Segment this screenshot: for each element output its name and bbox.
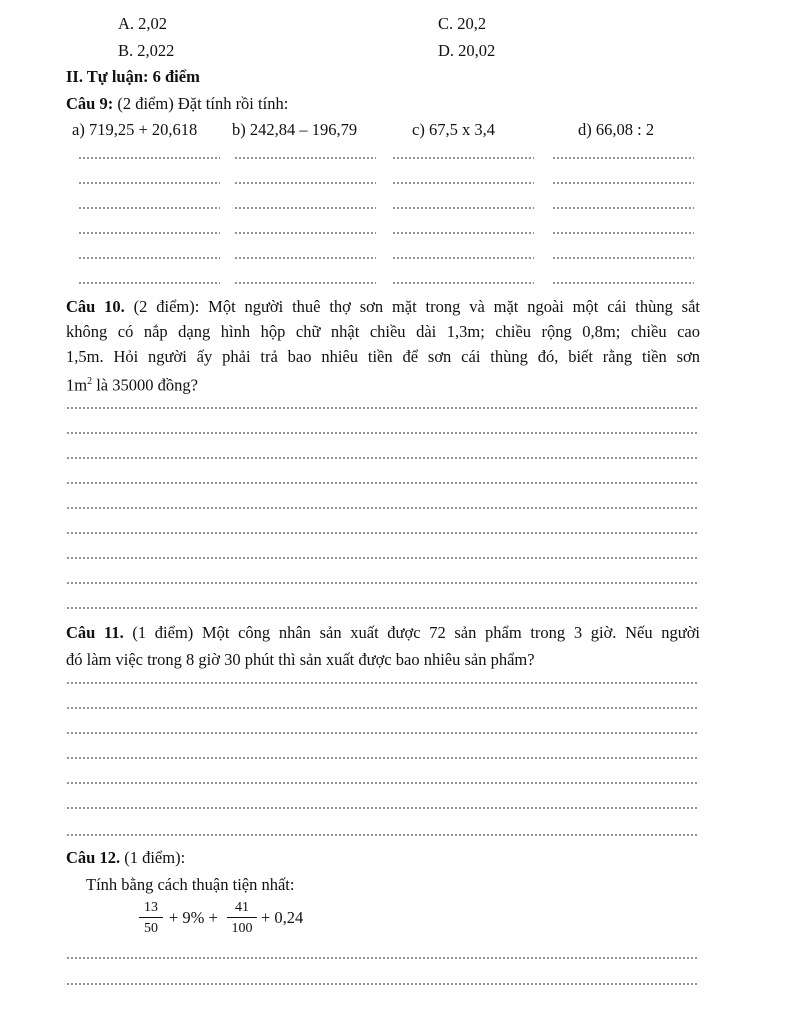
q9-text: (2 điểm) Đặt tính rồi tính: xyxy=(117,94,289,113)
fraction-13-50 xyxy=(139,899,163,937)
q10-line4 xyxy=(66,369,198,398)
dotted-answer-line xyxy=(66,607,698,609)
option-b: B. 2,022 xyxy=(118,41,175,60)
fraction-41-100 xyxy=(227,899,257,937)
q11-line1-text: (1 điểm) Một công nhân sản xuất được 72 sản phẩm trong 3 giờ. Nếu người xyxy=(132,623,701,642)
dotted-answer-line xyxy=(392,207,534,209)
q12-label: Câu 12. xyxy=(66,848,121,867)
dotted-answer-line xyxy=(78,232,220,234)
fraction2-denominator: 100 xyxy=(231,921,253,936)
fraction2-numerator: 41 xyxy=(235,900,249,915)
dotted-answer-line xyxy=(234,232,376,234)
q10-line1-text: (2 điểm): Một người thuê thợ sơn mặt trong và mặt ngoài một cái thùng sắt xyxy=(133,297,701,316)
dotted-answer-line xyxy=(66,457,698,459)
dotted-answer-line xyxy=(78,157,220,159)
q10-label: Câu 10. xyxy=(66,297,125,316)
dotted-answer-line xyxy=(66,957,698,959)
dotted-answer-line xyxy=(234,157,376,159)
q11-label: Câu 11. xyxy=(66,623,124,642)
dotted-answer-line xyxy=(66,682,698,684)
dotted-answer-line xyxy=(234,182,376,184)
dotted-answer-line xyxy=(392,232,534,234)
fraction1-bar xyxy=(139,917,163,918)
dotted-answer-line xyxy=(234,207,376,209)
dotted-answer-line xyxy=(66,507,698,509)
dotted-answer-line xyxy=(392,282,534,284)
option-a: A. 2,02 xyxy=(118,14,168,33)
q10-line4-text: là 35000 đồng? xyxy=(92,375,198,395)
dotted-answer-line xyxy=(66,834,698,836)
expr-op2: + 0,24 xyxy=(261,908,304,927)
q10-line2: không có nắp dạng hình hộp chữ nhật chiều dài 1,3m; chiều rộng 0,8m; chiều cao xyxy=(66,322,700,341)
dotted-answer-line xyxy=(66,407,698,409)
option-c: C. 20,2 xyxy=(438,14,487,33)
dotted-answer-line xyxy=(66,732,698,734)
dotted-answer-line xyxy=(552,207,694,209)
dotted-answer-line xyxy=(392,257,534,259)
expr-op1: + 9% + xyxy=(169,908,218,927)
dotted-answer-line xyxy=(392,182,534,184)
q10-unit-exponent: 2 xyxy=(87,376,93,387)
q9-item-a: a) 719,25 + 20,618 xyxy=(72,120,198,139)
dotted-answer-line xyxy=(66,782,698,784)
q9-item-b: b) 242,84 – 196,79 xyxy=(232,120,358,139)
dotted-answer-line xyxy=(66,983,698,985)
section-title: II. Tự luận: 6 điểm xyxy=(66,67,200,86)
q11-line2: đó làm việc trong 8 giờ 30 phút thì sản xuất được bao nhiêu sản phẩm? xyxy=(66,650,535,669)
dotted-answer-line xyxy=(66,532,698,534)
dotted-answer-line xyxy=(552,232,694,234)
option-d: D. 20,02 xyxy=(438,41,496,60)
dotted-answer-line xyxy=(552,157,694,159)
dotted-answer-line xyxy=(66,807,698,809)
dotted-answer-line xyxy=(78,182,220,184)
dotted-answer-line xyxy=(66,582,698,584)
dotted-answer-line xyxy=(66,707,698,709)
dotted-answer-line xyxy=(552,282,694,284)
dotted-answer-line xyxy=(66,557,698,559)
q11-line1 xyxy=(66,620,700,645)
dotted-answer-line xyxy=(234,257,376,259)
fraction1-denominator: 50 xyxy=(144,921,158,936)
dotted-answer-line xyxy=(78,282,220,284)
q9-item-d: d) 66,08 : 2 xyxy=(578,120,655,139)
q12-text: (1 điểm): xyxy=(124,848,186,867)
q9-item-c: c) 67,5 x 3,4 xyxy=(412,120,495,139)
dotted-answer-line xyxy=(66,757,698,759)
dotted-answer-line xyxy=(66,482,698,484)
dotted-answer-line xyxy=(552,257,694,259)
q12-heading xyxy=(66,848,185,868)
q12-instruction: Tính bằng cách thuận tiện nhất: xyxy=(86,875,295,894)
q9-label: Câu 9: xyxy=(66,94,114,113)
q9-heading xyxy=(66,94,288,114)
fraction1-numerator: 13 xyxy=(144,900,158,915)
q10-line3: 1,5m. Hỏi người ấy phải trả bao nhiêu tiền để sơn cái thùng đó, biết rằng tiền sơn xyxy=(66,347,700,366)
dotted-answer-line xyxy=(66,432,698,434)
dotted-answer-line xyxy=(552,182,694,184)
q10-unit: 1m xyxy=(66,375,88,395)
fraction2-bar xyxy=(227,917,257,918)
dotted-answer-line xyxy=(392,157,534,159)
dotted-answer-line xyxy=(234,282,376,284)
dotted-answer-line xyxy=(78,257,220,259)
dotted-answer-line xyxy=(78,207,220,209)
q10-line1 xyxy=(66,294,700,319)
